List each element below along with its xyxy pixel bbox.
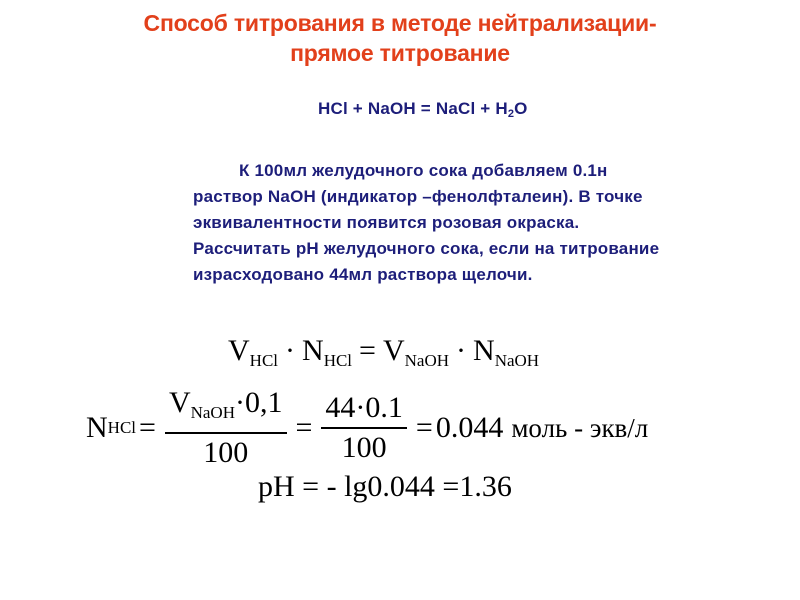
equivalence-equation xyxy=(228,334,539,371)
reaction-left: HCl + NaOH = NaCl + H xyxy=(318,99,508,118)
equals-sign: = xyxy=(139,411,156,444)
fraction-1-numerator-rest: ·0,1 xyxy=(235,386,283,420)
equals-sign: = xyxy=(415,411,433,444)
v2-subscript: NaOH xyxy=(404,351,450,370)
n2-subscript: NaOH xyxy=(494,351,540,370)
n-hcl-symbol: N xyxy=(86,411,108,444)
problem-line: Рассчитать рН желудочного сока, если на титрование xyxy=(193,239,660,258)
n-subscript: HCl xyxy=(323,351,353,370)
v-subscript: HCl xyxy=(249,351,279,370)
ph-equation: pH = - lg0.044 =1.36 xyxy=(258,470,512,503)
fraction-2-bar xyxy=(321,427,407,429)
fraction-1-denominator: 100 xyxy=(203,435,249,469)
fraction-1-bar xyxy=(165,432,287,434)
dot-operator: · xyxy=(456,334,467,367)
v-naoh-symbol: V xyxy=(168,386,191,420)
normality-equation xyxy=(86,388,648,468)
equals-sign: = xyxy=(359,334,376,367)
n-hcl-subscript: HCl xyxy=(107,418,137,437)
fraction-2 xyxy=(321,390,407,466)
fraction-2-numerator: 44·0.1 xyxy=(325,391,403,425)
dot-operator: · xyxy=(285,334,296,367)
n2-symbol: N xyxy=(473,334,495,367)
fraction-1-numerator xyxy=(165,385,287,431)
v2-symbol: V xyxy=(382,334,405,367)
equals-sign: = xyxy=(295,411,313,444)
problem-line: эквивалентности появится розовая окраска. xyxy=(193,213,580,232)
fraction-1 xyxy=(165,385,287,471)
v-symbol: V xyxy=(228,334,250,367)
normality-result: 0.044 xyxy=(435,411,504,444)
n-symbol: N xyxy=(302,334,324,367)
problem-line: К 100мл желудочного сока добавляем 0.1н xyxy=(239,161,608,180)
title-line-2: прямое титрование xyxy=(290,40,510,66)
reaction-subscript: 2 xyxy=(507,108,515,120)
problem-line: израсходовано 44мл раствора щелочи. xyxy=(193,265,533,284)
slide-title xyxy=(0,8,800,68)
problem-line: раствор NaOH (индикатор –фенолфталеин). В точке xyxy=(193,187,643,206)
v-naoh-subscript: NaOH xyxy=(190,403,235,423)
problem-text xyxy=(193,158,798,288)
fraction-2-denominator: 100 xyxy=(341,430,387,464)
reaction-right: O xyxy=(514,99,528,118)
title-line-1: Способ титрования в методе нейтрализации- xyxy=(143,10,657,36)
reaction-equation xyxy=(318,99,528,120)
normality-unit: моль - экв/л xyxy=(511,412,649,443)
